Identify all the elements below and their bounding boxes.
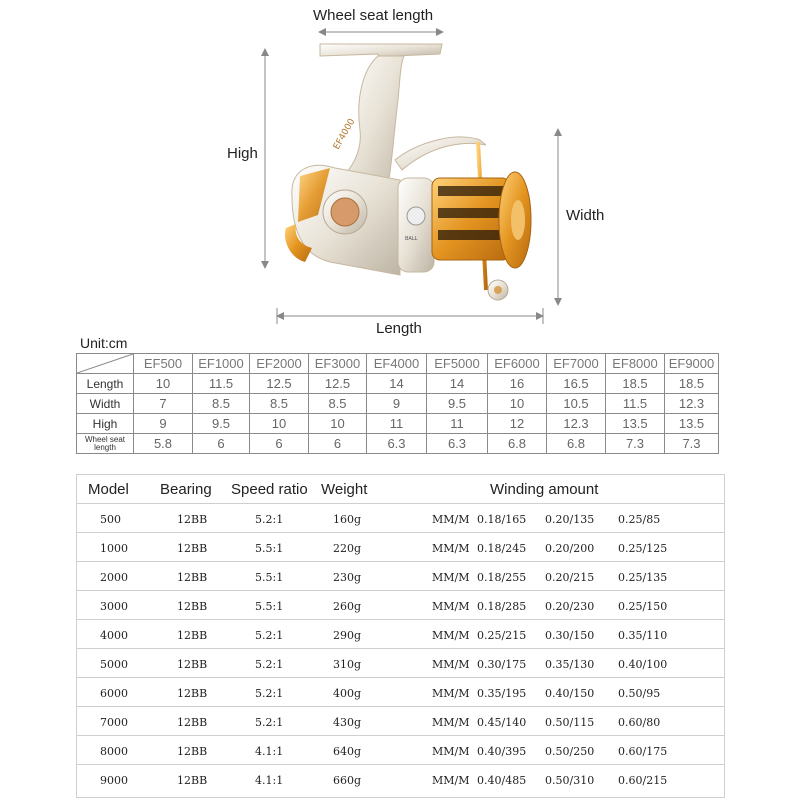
width-label: Width: [566, 207, 605, 224]
dimension-spec-table: [76, 353, 719, 454]
winding-cell-w2: 0.35/130: [545, 658, 595, 671]
winding-cell-w2: 0.50/115: [545, 716, 595, 729]
spec-model-header: EF9000: [665, 354, 719, 374]
winding-cell-weight: 310g: [333, 658, 362, 671]
winding-cell-weight: 430g: [333, 716, 362, 729]
winding-cell-w1: 0.18/165: [477, 513, 527, 526]
spec-cell: 10: [488, 394, 547, 414]
winding-cell-speed: 5.2:1: [255, 716, 284, 729]
table-row: [77, 503, 724, 533]
winding-cell-unit: MM/M: [432, 716, 470, 729]
spec-cell: 6.3: [367, 434, 427, 454]
spec-row-high: [77, 414, 719, 434]
winding-cell-model: 8000: [100, 745, 128, 758]
winding-cell-weight: 230g: [333, 571, 362, 584]
spec-row-label: Wheel seat length: [77, 434, 134, 454]
winding-cell-weight: 160g: [333, 513, 362, 526]
winding-cell-w2: 0.40/150: [545, 687, 595, 700]
header-speed-ratio: Speed ratio: [231, 481, 308, 498]
spec-cell: 7: [134, 394, 193, 414]
winding-cell-speed: 5.2:1: [255, 629, 284, 642]
winding-cell-w2: 0.30/150: [545, 629, 595, 642]
winding-cell-speed: 5.5:1: [255, 542, 284, 555]
winding-cell-weight: 400g: [333, 687, 362, 700]
spec-cell: 13.5: [606, 414, 665, 434]
bail-arm: [395, 137, 486, 170]
winding-cell-w3: 0.50/95: [618, 687, 661, 700]
winding-cell-w2: 0.20/230: [545, 600, 595, 613]
spec-cell: 14: [427, 374, 488, 394]
header-model: Model: [88, 481, 129, 498]
winding-cell-model: 7000: [100, 716, 128, 729]
winding-spec-table: [76, 474, 725, 798]
winding-cell-weight: 660g: [333, 774, 362, 787]
spec-cell: 10: [134, 374, 193, 394]
spec-cell: 11.5: [606, 394, 665, 414]
svg-text:BALL: BALL: [405, 236, 418, 242]
table-row: [77, 677, 724, 707]
winding-cell-bearing: 12BB: [177, 571, 208, 584]
winding-cell-weight: 640g: [333, 745, 362, 758]
winding-cell-w3: 0.60/215: [618, 774, 668, 787]
table-row: [77, 735, 724, 765]
spec-row-wheel-seat-length: [77, 434, 719, 454]
winding-cell-w1: 0.25/215: [477, 629, 527, 642]
spec-cell: 6.8: [488, 434, 547, 454]
winding-cell-bearing: 12BB: [177, 513, 208, 526]
spec-cell: 6.8: [547, 434, 606, 454]
winding-cell-w2: 0.20/135: [545, 513, 595, 526]
spec-cell: 6: [193, 434, 250, 454]
winding-cell-w1: 0.45/140: [477, 716, 527, 729]
spec-model-header: EF2000: [250, 354, 309, 374]
winding-cell-bearing: 12BB: [177, 687, 208, 700]
spec-cell: 5.8: [134, 434, 193, 454]
winding-cell-model: 6000: [100, 687, 128, 700]
winding-cell-w3: 0.35/110: [618, 629, 668, 642]
winding-cell-w1: 0.40/395: [477, 745, 527, 758]
spec-cell: 6.3: [427, 434, 488, 454]
spec-cell: 7.3: [606, 434, 665, 454]
winding-cell-w1: 0.35/195: [477, 687, 527, 700]
table-row: [77, 561, 724, 591]
winding-cell-weight: 220g: [333, 542, 362, 555]
winding-cell-w1: 0.18/255: [477, 571, 527, 584]
spec-model-header: EF500: [134, 354, 193, 374]
svg-text:EF4000: EF4000: [331, 117, 358, 152]
spec-cell: 16: [488, 374, 547, 394]
spec-cell: 9: [367, 394, 427, 414]
winding-cell-unit: MM/M: [432, 542, 470, 555]
table-row: [77, 619, 724, 649]
winding-cell-w1: 0.40/485: [477, 774, 527, 787]
winding-cell-w1: 0.30/175: [477, 658, 527, 671]
winding-cell-w3: 0.40/100: [618, 658, 668, 671]
winding-header-row: [77, 475, 724, 503]
length-label: Length: [376, 320, 422, 337]
spec-cell: 12: [488, 414, 547, 434]
winding-cell-speed: 5.2:1: [255, 687, 284, 700]
winding-cell-bearing: 12BB: [177, 658, 208, 671]
winding-cell-model: 2000: [100, 571, 128, 584]
spec-model-header: EF6000: [488, 354, 547, 374]
spec-model-header: EF4000: [367, 354, 427, 374]
spec-model-header: EF5000: [427, 354, 488, 374]
winding-cell-bearing: 12BB: [177, 745, 208, 758]
table-row: [77, 706, 724, 736]
winding-cell-w2: 0.50/310: [545, 774, 595, 787]
spec-row-width: [77, 394, 719, 414]
spec-cell: 8.5: [309, 394, 367, 414]
spec-row-length: [77, 374, 719, 394]
winding-cell-bearing: 12BB: [177, 716, 208, 729]
spec-cell: 12.5: [250, 374, 309, 394]
header-winding-amount: Winding amount: [490, 481, 599, 498]
spec-cell: 9: [134, 414, 193, 434]
table-row: [77, 532, 724, 562]
winding-cell-model: 500: [100, 513, 121, 526]
spec-header-row: [77, 354, 719, 374]
winding-cell-model: 5000: [100, 658, 128, 671]
winding-cell-w2: 0.20/215: [545, 571, 595, 584]
spec-cell: 11: [427, 414, 488, 434]
winding-cell-bearing: 12BB: [177, 774, 208, 787]
winding-cell-bearing: 12BB: [177, 600, 208, 613]
winding-cell-w3: 0.60/80: [618, 716, 661, 729]
winding-cell-weight: 290g: [333, 629, 362, 642]
spec-cell: 6: [250, 434, 309, 454]
winding-cell-w2: 0.20/200: [545, 542, 595, 555]
header-weight: Weight: [321, 481, 368, 498]
spec-cell: 10: [309, 414, 367, 434]
spec-row-label: Width: [77, 394, 134, 414]
spec-model-header: EF8000: [606, 354, 665, 374]
spec-cell: 10: [250, 414, 309, 434]
winding-cell-speed: 4.1:1: [255, 745, 284, 758]
winding-cell-unit: MM/M: [432, 687, 470, 700]
spec-cell: 11.5: [193, 374, 250, 394]
diagonal-divider: [77, 354, 133, 373]
spec-cell: 8.5: [193, 394, 250, 414]
winding-cell-unit: MM/M: [432, 629, 470, 642]
reel-dimension-figure: [0, 0, 800, 340]
winding-cell-unit: MM/M: [432, 774, 470, 787]
spec-model-header: EF3000: [309, 354, 367, 374]
winding-cell-unit: MM/M: [432, 658, 470, 671]
spec-cell: 16.5: [547, 374, 606, 394]
winding-cell-bearing: 12BB: [177, 629, 208, 642]
spec-cell: 8.5: [250, 394, 309, 414]
reel-illustration: [0, 0, 800, 340]
winding-cell-w3: 0.25/150: [618, 600, 668, 613]
header-bearing: Bearing: [160, 481, 212, 498]
spec-model-header: EF1000: [193, 354, 250, 374]
spec-cell: 6: [309, 434, 367, 454]
spec-cell: 12.3: [665, 394, 719, 414]
winding-cell-w1: 0.18/285: [477, 600, 527, 613]
spec-cell: 12.5: [309, 374, 367, 394]
side-knob-cap: [331, 198, 359, 226]
winding-cell-weight: 260g: [333, 600, 362, 613]
spec-corner-cell: [77, 354, 134, 374]
spec-cell: 14: [367, 374, 427, 394]
winding-cell-unit: MM/M: [432, 571, 470, 584]
table-row: [77, 590, 724, 620]
spec-cell: 13.5: [665, 414, 719, 434]
spec-model-header: EF7000: [547, 354, 606, 374]
winding-cell-model: 1000: [100, 542, 128, 555]
winding-cell-w3: 0.25/125: [618, 542, 668, 555]
winding-cell-speed: 5.5:1: [255, 600, 284, 613]
table-row: [77, 764, 724, 794]
spec-cell: 7.3: [665, 434, 719, 454]
winding-cell-speed: 5.5:1: [255, 571, 284, 584]
winding-cell-w2: 0.50/250: [545, 745, 595, 758]
winding-cell-unit: MM/M: [432, 600, 470, 613]
spec-cell: 11: [367, 414, 427, 434]
winding-cell-unit: MM/M: [432, 513, 470, 526]
winding-cell-bearing: 12BB: [177, 542, 208, 555]
spec-cell: 9.5: [193, 414, 250, 434]
wheel-seat-length-label: Wheel seat length: [313, 7, 434, 24]
table-row: [77, 648, 724, 678]
winding-cell-speed: 5.2:1: [255, 513, 284, 526]
unit-label: Unit:cm: [80, 335, 128, 351]
winding-cell-unit: MM/M: [432, 745, 470, 758]
spec-row-label: Length: [77, 374, 134, 394]
spec-cell: 18.5: [665, 374, 719, 394]
spec-row-label: High: [77, 414, 134, 434]
winding-cell-speed: 5.2:1: [255, 658, 284, 671]
winding-cell-model: 9000: [100, 774, 128, 787]
high-label: High: [227, 145, 258, 162]
winding-cell-speed: 4.1:1: [255, 774, 284, 787]
spec-cell: 18.5: [606, 374, 665, 394]
winding-cell-w3: 0.25/85: [618, 513, 661, 526]
spec-cell: 9.5: [427, 394, 488, 414]
winding-cell-w3: 0.25/135: [618, 571, 668, 584]
winding-cell-model: 3000: [100, 600, 128, 613]
winding-cell-w1: 0.18/245: [477, 542, 527, 555]
spec-cell: 10.5: [547, 394, 606, 414]
spec-cell: 12.3: [547, 414, 606, 434]
winding-cell-w3: 0.60/175: [618, 745, 668, 758]
winding-cell-model: 4000: [100, 629, 128, 642]
